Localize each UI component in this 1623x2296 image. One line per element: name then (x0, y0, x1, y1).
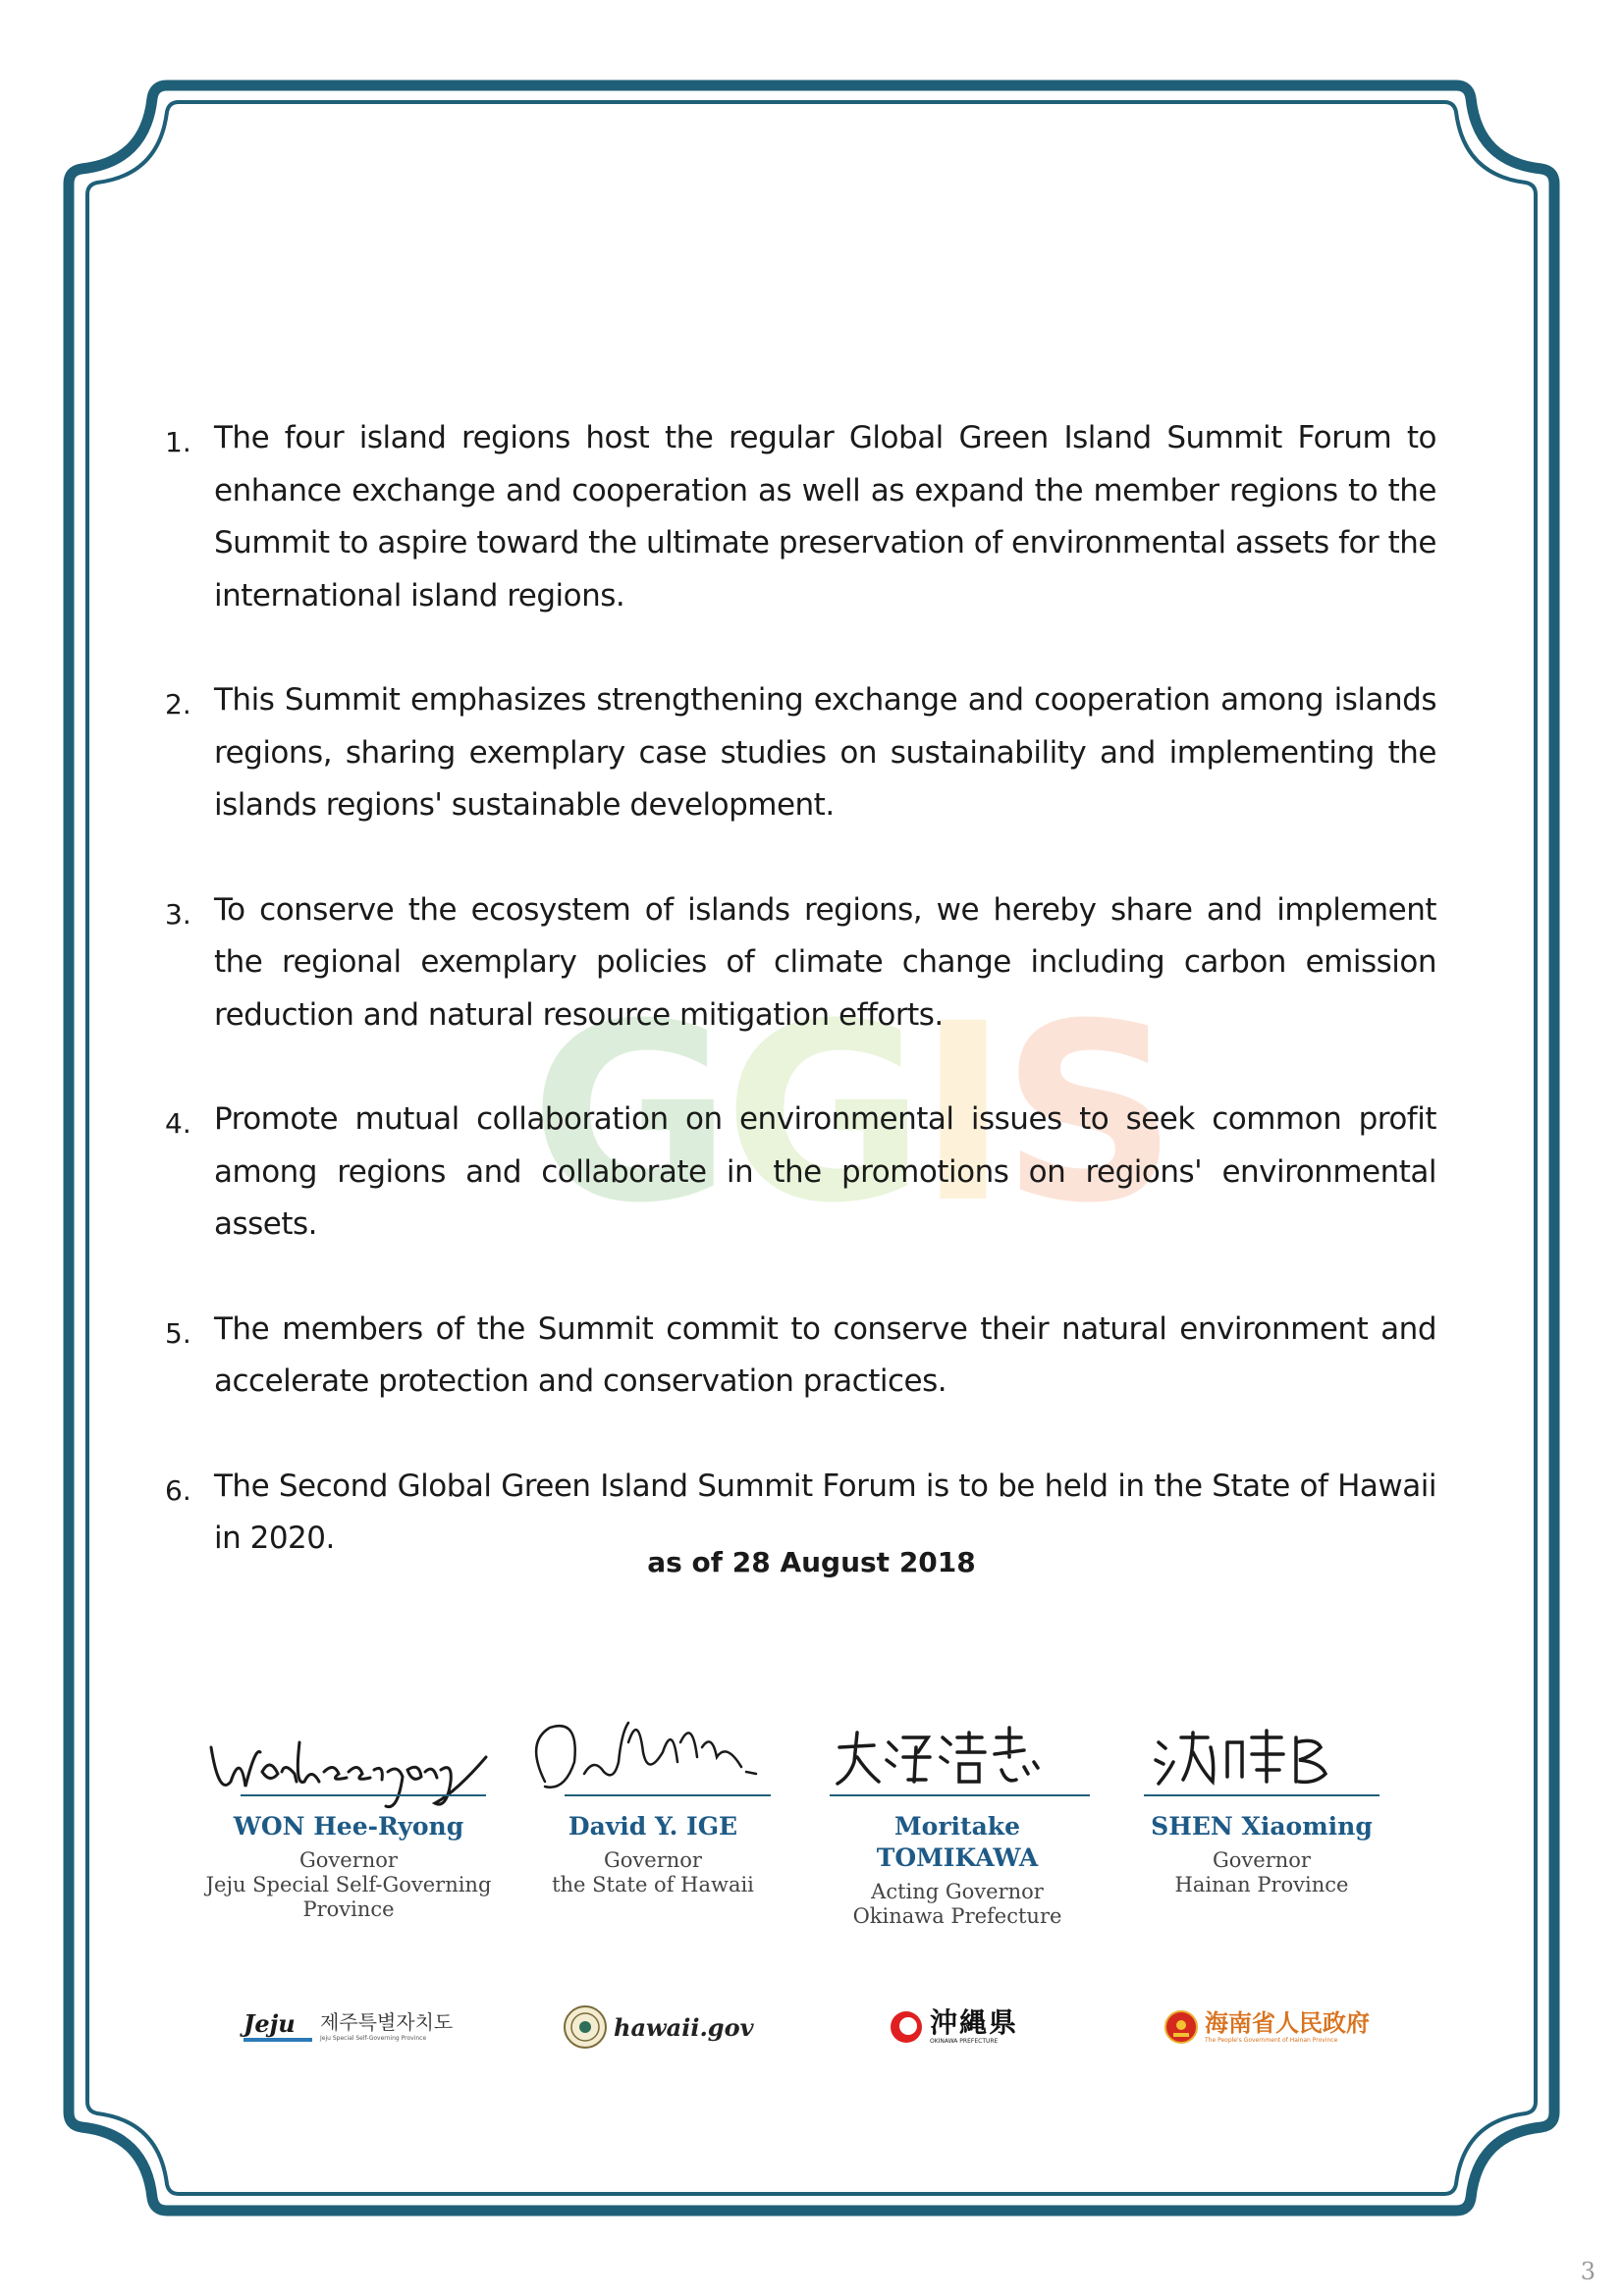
signer-name: WON Hee-Ryong (233, 1812, 464, 1841)
resolution-list (165, 412, 1436, 1618)
signer-name: Moritake TOMIKAWA (876, 1812, 1039, 1872)
resolution-text: Promote mutual collaboration on environmental issues to seek common profit among regions and collaborate in the promotions on regions' environmental assets. (214, 1101, 1436, 1242)
resolution-item (165, 674, 1436, 832)
signature-image (1114, 1703, 1409, 1811)
resolution-text: The members of the Summit commit to conserve their natural environment and accelerate protection and conservation practices. (214, 1310, 1436, 1399)
resolution-text: To conserve the ecosystem of islands regions, we hereby share and implement the regional exemplary policies of climate change including carbon emission reduction and natural resource mitigation efforts. (214, 891, 1436, 1033)
watermark-letter: G (724, 971, 918, 1256)
signer-organization: Jeju Special Self-Governing Province (205, 1873, 492, 1921)
hainan-logo-sub: The People's Government of Hainan Province (1205, 2037, 1338, 2044)
signer-title: Governor (604, 1848, 702, 1872)
signer-name: David Y. IGE (568, 1812, 738, 1841)
page-number: 3 (1580, 2258, 1596, 2285)
hawaii-gov-logo (563, 1998, 754, 2056)
hainan-emblem-icon (1163, 2009, 1199, 2045)
watermark-letter: S (1001, 971, 1170, 1256)
okinawa-logo-sub: OKINAWA PREFECTURE (930, 2038, 999, 2045)
watermark-letter: I (917, 971, 1001, 1256)
resolution-item (165, 1094, 1436, 1252)
okinawa-logo (889, 1998, 1018, 2056)
signer-organization: Hainan Province (1174, 1873, 1349, 1896)
resolution-number: 3. (165, 897, 191, 931)
signature-image (506, 1703, 800, 1811)
resolution-text: This Summit emphasizes strengthening exchange and cooperation among islands regions, sharing exemplary case studies on sustainability and implementing the islands regions' sustainable development. (214, 682, 1436, 823)
signature-image (201, 1703, 496, 1811)
signer-title: Governor (299, 1848, 398, 1872)
okinawa-emblem-icon (889, 2009, 924, 2045)
watermark-letter: G (530, 971, 725, 1256)
resolution-number: 4. (165, 1107, 191, 1140)
jeju-logo-brand: Jeju (243, 2009, 296, 2038)
date-line: as of 28 August 2018 (647, 1546, 976, 1578)
jeju-logo (243, 1998, 453, 2056)
signer-name: SHEN Xiaoming (1151, 1812, 1373, 1841)
resolution-text: The four island regions host the regular Global Green Island Summit Forum to enhance exchange and cooperation as well as expand the member regions to the Summit to aspire toward the ultimate preservation of environmental assets for the international island regions. (214, 420, 1436, 614)
signer-title: Acting Governor (871, 1880, 1044, 1903)
resolution-number: 6. (165, 1473, 191, 1507)
hawaii-gov-text: hawaii.gov (614, 2012, 754, 2042)
hainan-logo (1163, 1998, 1370, 2056)
signer-organization: the State of Hawaii (552, 1873, 754, 1896)
signer-title: Governor (1213, 1848, 1311, 1872)
hainan-logo-chinese: 海南省人民政府 (1205, 2009, 1370, 2037)
signer-hawaii (506, 1703, 800, 1897)
resolution-number: 2. (165, 688, 191, 721)
signer-organization: Okinawa Prefecture (852, 1904, 1062, 1928)
signer-okinawa (810, 1703, 1105, 1929)
jeju-logo-underline (243, 2038, 312, 2042)
signature-image (810, 1703, 1105, 1811)
signer-hainan (1114, 1703, 1409, 1897)
signer-jeju (201, 1703, 496, 1922)
resolution-item (165, 1304, 1436, 1409)
hawaii-seal-icon (563, 2004, 608, 2050)
jeju-logo-korean: 제주특별자치도 (320, 2010, 454, 2034)
resolution-item (165, 884, 1436, 1042)
resolution-number: 5. (165, 1316, 191, 1350)
resolution-number: 1. (165, 426, 191, 458)
resolution-item (165, 412, 1436, 622)
jeju-logo-sub: Jeju Special Self-Governing Province (320, 2035, 427, 2042)
resolution-text: The Second Global Green Island Summit Forum is to be held in the State of Hawaii in 2020. (214, 1468, 1436, 1556)
okinawa-logo-kanji: 沖縄県 (930, 2006, 1019, 2039)
